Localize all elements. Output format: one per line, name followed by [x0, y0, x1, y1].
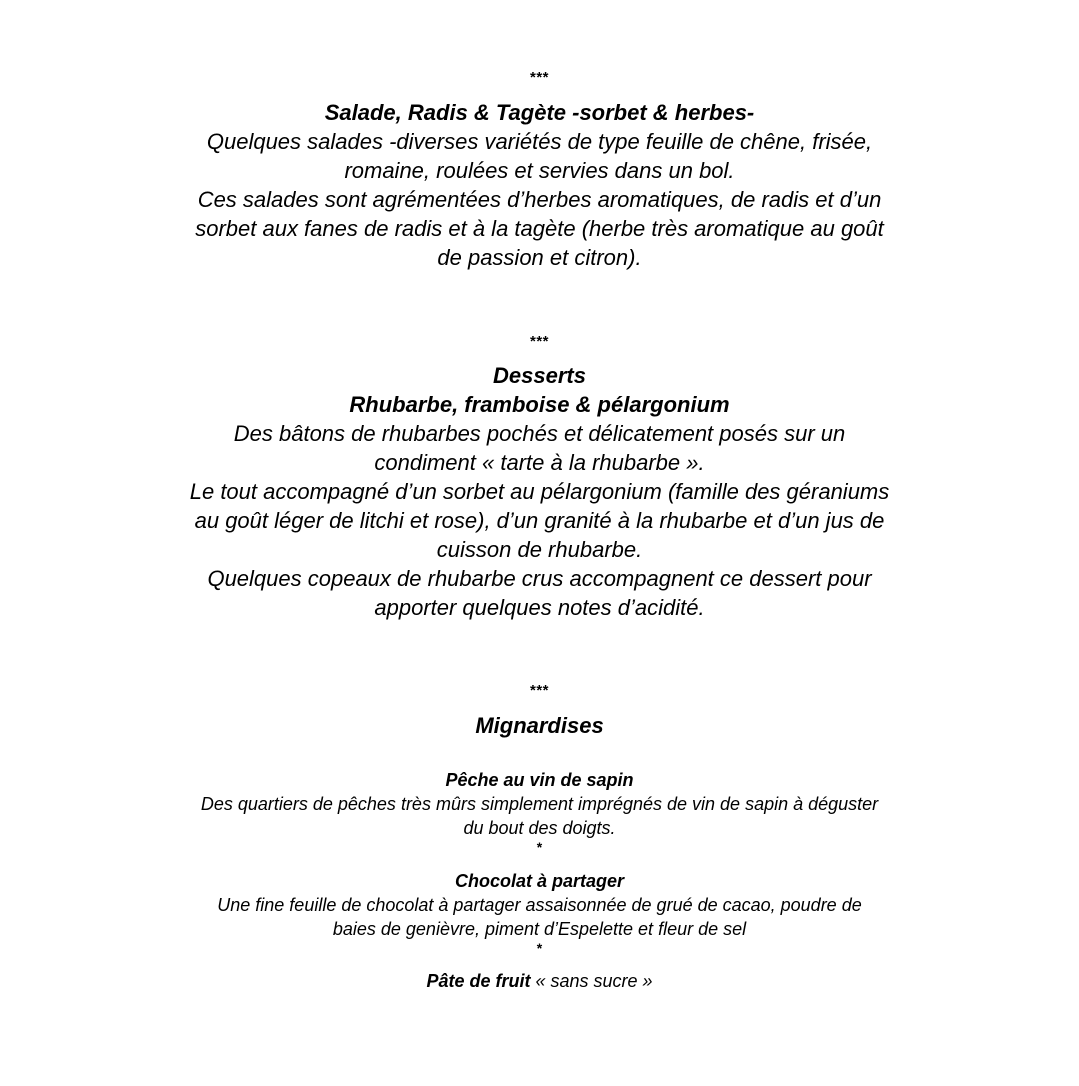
item-title: Pêche au vin de sapin — [445, 770, 634, 790]
section-desserts — [0, 361, 1079, 622]
dish-title: Salade, Radis & Tagète -sorbet & herbes- — [324, 100, 755, 125]
description-line: au goût léger de litchi et rose), d’un granité à la rhubarbe et d’un jus de — [194, 508, 885, 533]
section-heading: Mignardises — [475, 713, 604, 738]
description-line: Quelques salades -diverses variétés de type feuille de chêne, frisée, — [206, 129, 873, 154]
section-mignardises — [0, 711, 1079, 740]
description-line: Des bâtons de rhubarbes pochés et délicatement posés sur un — [233, 421, 846, 446]
mignardise-item-chocolat — [0, 869, 1079, 955]
section-salade — [0, 69, 1079, 87]
item-separator: * — [536, 839, 543, 855]
description-line: apporter quelques notes d’acidité. — [374, 595, 705, 620]
description-line: cuisson de rhubarbe. — [436, 537, 643, 562]
description-line: Ces salades sont agrémentées d’herbes aromatiques, de radis et d’un — [197, 187, 882, 212]
item-title-line — [0, 969, 1079, 993]
mignardise-item-pate-de-fruit — [0, 969, 1079, 993]
description-line: condiment « tarte à la rhubarbe ». — [374, 450, 705, 475]
item-separator: * — [536, 940, 543, 956]
item-title: Chocolat à partager — [454, 871, 625, 891]
section-mignardises-separator — [0, 682, 1079, 700]
description-line: Une fine feuille de chocolat à partager assaisonnée de grué de cacao, poudre de — [217, 895, 862, 915]
description-line: Des quartiers de pêches très mûrs simplement imprégnés de vin de sapin à déguster — [200, 794, 879, 814]
item-title: Pâte de fruit — [426, 971, 531, 991]
description-line: de passion et citron). — [437, 245, 642, 270]
dish-description — [0, 127, 1079, 272]
description-line: Quelques copeaux de rhubarbe crus accompagnent ce dessert pour — [207, 566, 872, 591]
dish-description — [0, 419, 1079, 622]
mignardise-item-peche — [0, 768, 1079, 854]
item-title-suffix: « sans sucre » — [530, 971, 653, 991]
section-separator: *** — [529, 69, 549, 86]
item-description — [0, 893, 1079, 941]
salade-content — [0, 98, 1079, 272]
description-line: Le tout accompagné d’un sorbet au pélargonium (famille des géraniums — [189, 479, 890, 504]
description-line: sorbet aux fanes de radis et à la tagète (herbe très aromatique au goût — [195, 216, 884, 241]
item-description — [0, 792, 1079, 840]
section-heading: Desserts — [493, 363, 586, 388]
dish-title: Rhubarbe, framboise & pélargonium — [349, 392, 730, 417]
description-line: romaine, roulées et servies dans un bol. — [344, 158, 735, 183]
section-separator: *** — [529, 333, 549, 350]
section-desserts-separator — [0, 333, 1079, 351]
description-line: baies de genièvre, piment d’Espelette et fleur de sel — [332, 919, 747, 939]
description-line: du bout des doigts. — [463, 818, 616, 838]
section-separator: *** — [529, 682, 549, 699]
